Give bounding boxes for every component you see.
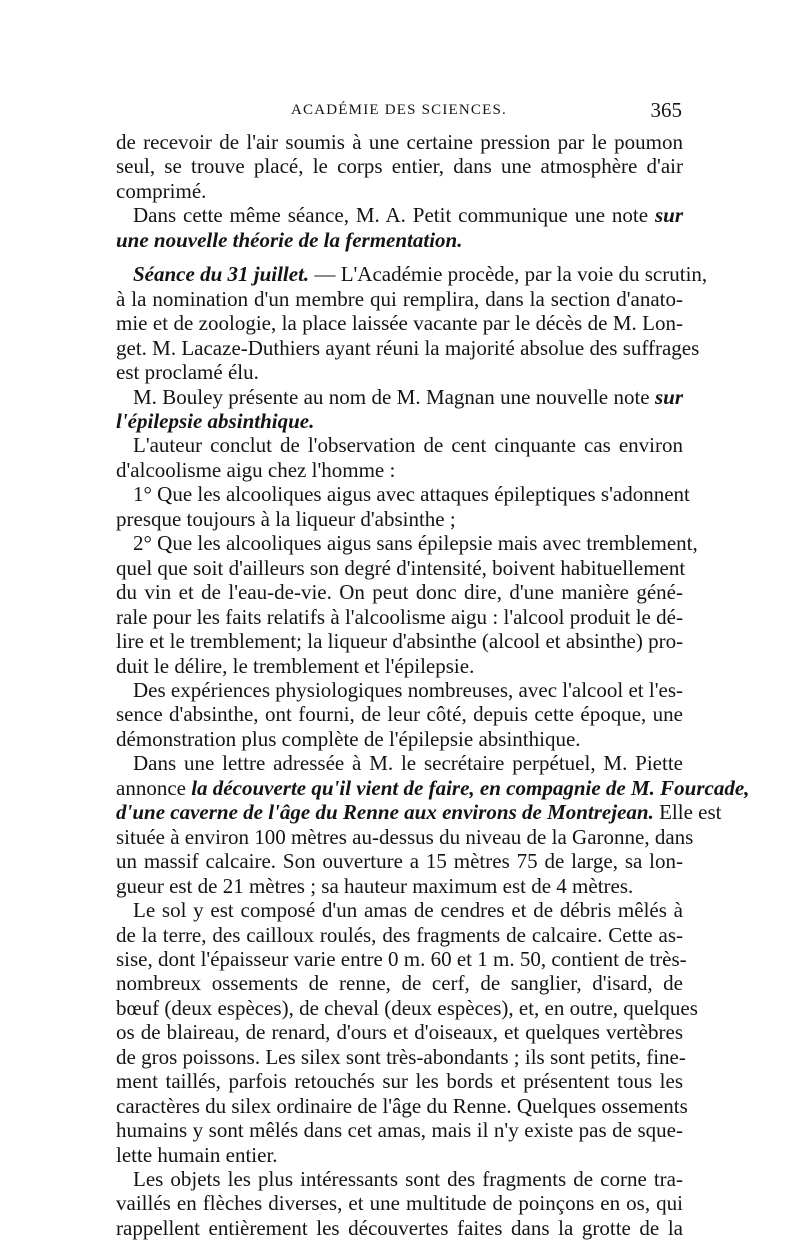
text-line: est proclamé élu.	[116, 360, 259, 385]
text-line: Les objets les plus intéressants sont des fragments de corne tra-	[133, 1167, 683, 1192]
text-line: de gros poissons. Les silex sont très-abondants ; ils sont petits, fine-	[116, 1044, 686, 1069]
text-line: seul, se trouve placé, le corps entier, dans une atmosphère d'air	[116, 154, 683, 179]
text-line: rappellent entièrement les découvertes faites dans la grotte de la	[116, 1215, 683, 1240]
text-line: M. Bouley présente au nom de M. Magnan une nouvelle note sur	[133, 384, 683, 409]
text-line: une nouvelle théorie de la fermentation.	[116, 227, 463, 252]
text-line: nombreux ossements de renne, de cerf, de sanglier, d'isard, de	[116, 971, 683, 996]
text-line: sence d'absinthe, ont fourni, de leur côté, depuis cette époque, une	[116, 702, 683, 727]
text-line: quel que soit d'ailleurs son degré d'intensité, boivent habituellement	[116, 555, 686, 580]
text-line: Dans une lettre adressée à M. le secrétaire perpétuel, M. Piette	[133, 751, 683, 776]
text-line: L'auteur conclut de l'observation de cent cinquante cas environ	[133, 433, 683, 458]
text-line: démonstration plus complète de l'épilepsie absinthique.	[116, 726, 581, 751]
text-line: d'une caverne de l'âge du Renne aux environs de Montrejean. Elle est	[116, 800, 722, 825]
text-line: sise, dont l'épaisseur varie entre 0 m. 60 et 1 m. 50, contient de très-	[116, 946, 687, 971]
text-line: Le sol y est composé d'un amas de cendres et de débris mêlés à	[133, 898, 683, 923]
paragraph-gap	[116, 252, 683, 262]
body-text	[116, 130, 750, 1240]
page-header	[116, 98, 682, 124]
text-line: du vin et de l'eau-de-vie. On peut donc dire, d'une manière géné-	[116, 580, 683, 605]
text-line: duit le délire, le tremblement et l'épilepsie.	[116, 653, 475, 678]
text-line: située à environ 100 mètres au-dessus du niveau de la Garonne, dans	[116, 824, 694, 849]
text-line: à la nomination d'un membre qui remplira, dans la section d'anato-	[116, 286, 683, 311]
text-line: de la terre, des cailloux roulés, des fragments de calcaire. Cette as-	[116, 922, 683, 947]
text-line: annonce la découverte qu'il vient de faire, en compagnie de M. Fourcade,	[116, 775, 750, 800]
text-line: comprimé.	[116, 178, 207, 203]
text-line: rale pour les faits relatifs à l'alcoolisme aigu : l'alcool produit le dé-	[116, 604, 683, 629]
text-line: 2° Que les alcooliques aigus sans épilepsie mais avec tremblement,	[133, 531, 698, 556]
text-line: get. M. Lacaze-Duthiers ayant réuni la majorité absolue des suffrages	[116, 335, 700, 360]
text-line: presque toujours à la liqueur d'absinthe ;	[116, 506, 456, 531]
text-line: gueur est de 21 mètres ; sa hauteur maximum est de 4 mètres.	[116, 873, 634, 898]
text-line: humains y sont mêlés dans cet amas, mais il n'y existe pas de sque-	[116, 1118, 683, 1143]
text-line: Dans cette même séance, M. A. Petit communique une note sur	[133, 203, 683, 228]
text-line: bœuf (deux espèces), de cheval (deux espèces), et, en outre, quelques	[116, 995, 698, 1020]
text-line: ment taillés, parfois retouchés sur les bords et présentent tous les	[116, 1069, 683, 1094]
text-line: l'épilepsie absinthique.	[116, 408, 315, 433]
text-line: d'alcoolisme aigu chez l'homme :	[116, 457, 396, 482]
text-line: mie et de zoologie, la place laissée vacante par le décès de M. Lon-	[116, 311, 683, 336]
text-line: os de blaireau, de renard, d'ours et d'oiseaux, et quelques vertèbres	[116, 1020, 683, 1045]
text-line: Séance du 31 juillet. — L'Académie procède, par la voie du scrutin,	[133, 262, 708, 287]
text-line: caractères du silex ordinaire de l'âge du Renne. Quelques ossements	[116, 1093, 688, 1118]
text-line: Des expériences physiologiques nombreuses, avec l'alcool et l'es-	[133, 677, 683, 702]
running-head: ACADÉMIE DES SCIENCES.	[291, 102, 507, 118]
text-line: lette humain entier.	[116, 1142, 278, 1167]
text-line: vaillés en flèches diverses, et une multitude de poinçons en os, qui	[116, 1191, 683, 1216]
text-line: 1° Que les alcooliques aigus avec attaques épileptiques s'adonnent	[133, 482, 690, 507]
text-line: un massif calcaire. Son ouverture a 15 mètres 75 de large, sa lon-	[116, 849, 683, 874]
text-line: de recevoir de l'air soumis à une certaine pression par le poumon	[116, 130, 683, 154]
text-line: lire et le tremblement; la liqueur d'absinthe (alcool et absinthe) pro-	[116, 629, 684, 654]
page-number: 365	[650, 98, 682, 122]
